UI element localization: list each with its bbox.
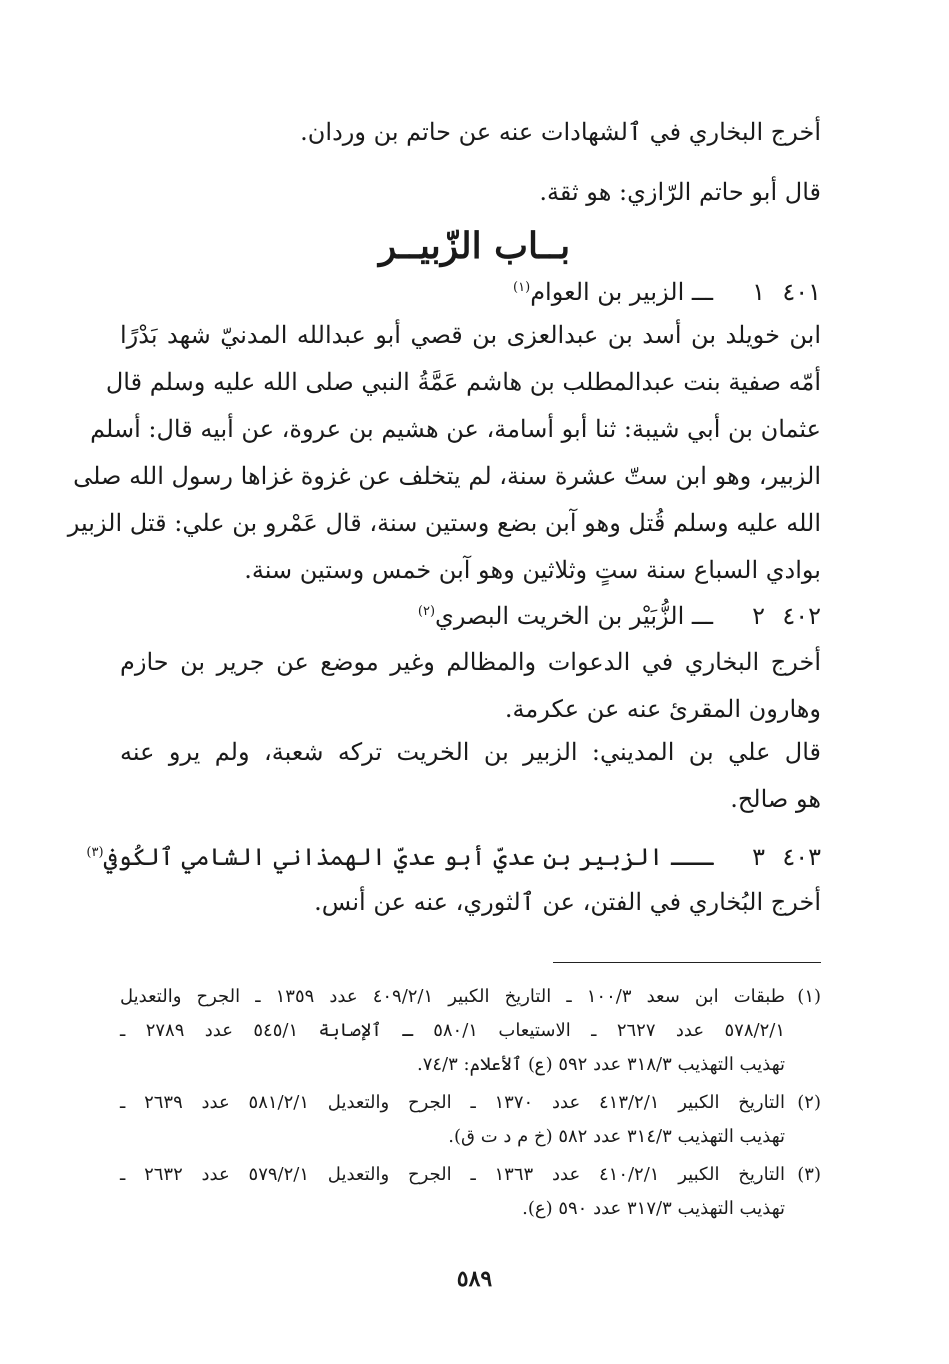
entry-header — [418, 604, 821, 628]
footnote-ref: (١) — [513, 280, 531, 295]
text-line: ابن خويلد بن أسد بن عبدالعزى بن قصي أبو عبدالله المدنيّ شهد بَدْرًا — [120, 321, 821, 349]
footnote-line: ٥٧٨/٢/١ عدد ٢٦٢٧ ـ الاستيعاب ٥٨٠/١ ـ ٱلإصابة ٥٤٥/١ عدد ٢٧٨٩ ـ — [120, 1020, 785, 1041]
page-number: ٥٨٩ — [456, 1266, 493, 1292]
text-line: بوادي السباع سنة ستٍ وثلاثين وهو آبن خمس وستين سنة. — [244, 556, 821, 584]
text-line: أخرج البخاري في ٱلشهادات عنه عن حاتم بن وردان. — [300, 118, 821, 146]
footnote-text: طبقات ابن سعد ١٠٠/٣ ـ التاريخ الكبير ٤٠٩/٢/١ عدد ١٣٥٩ ـ الجرح والتعديل — [120, 986, 786, 1007]
footnote-line: تهذيب التهذيب ٣١٧/٣ عدد ٥٩٠ (ع). — [522, 1198, 785, 1219]
footnote-text: التاريخ الكبير ٤١٣/٢/١ عدد ١٣٧٠ ـ الجرح والتعديل ٥٨١/٢/١ عدد ٢٦٣٩ ـ — [120, 1092, 785, 1113]
entry-subnumber: ٣ — [752, 843, 765, 871]
text-line: الله عليه وسلم قُتل وهو آبن بضع وستين سنة، قال عَمْرو بن علي: قتل الزبير — [67, 509, 821, 537]
entry-title: ـــ الزبير بن العوام — [530, 278, 713, 306]
footnote-ref: (٣) — [86, 845, 104, 860]
entry-header — [86, 845, 821, 869]
footnote-line — [120, 988, 821, 1006]
entry-title: ـــ الزُّبَيْر بن الخريت البصري — [435, 602, 713, 630]
entry-number: ٤٠٣ — [782, 843, 821, 871]
footnote-line: تهذيب التهذيب ٣١٨/٣ عدد ٥٩٢ (ع) ٱلأعلام: ٧٤/٣. — [416, 1054, 785, 1075]
text-line: قال أبو حاتم الرّازي: هو ثقة. — [539, 178, 821, 206]
footnote-line — [120, 1094, 821, 1112]
text-line: أمّه صفية بنت عبدالمطلب بن هاشم عَمَّةُ النبي صلى الله عليه وسلم قال — [105, 368, 821, 396]
footnote-number: (١) — [797, 986, 822, 1007]
text-line: أخرج البُخاري في الفتن، عن ٱلثوري، عنه عن أنس. — [314, 888, 821, 916]
footnote-text: التاريخ الكبير ٤١٠/٢/١ عدد ١٣٦٣ ـ الجرح والتعديل ٥٧٩/٢/١ عدد ٢٦٣٢ ـ — [120, 1164, 785, 1185]
footnote-number: (٣) — [797, 1164, 821, 1185]
text-line: قال علي بن المديني: الزبير بن الخريت تركه شعبة، ولم يرو عنه — [120, 738, 821, 766]
section-heading: بــاب الزّبيــر — [378, 225, 571, 267]
text-line: عثمان بن أبي شيبة: ثنا أبو أسامة، عن هشيم بن عروة، عن أبيه قال: أسلم — [90, 415, 821, 443]
text-line: هو صالح. — [730, 785, 821, 813]
footnote-line: تهذيب التهذيب ٣١٤/٣ عدد ٥٨٢ (خ م د ت ق). — [448, 1126, 785, 1147]
entry-subnumber: ١ — [752, 278, 765, 306]
entry-number: ٤٠١ — [782, 278, 821, 306]
entry-header — [513, 280, 821, 304]
footnote-number: (٢) — [797, 1092, 821, 1113]
entry-number: ٤٠٢ — [782, 602, 821, 630]
text-line: الزبير، وهو ابن ستّ عشرة سنة، لم يتخلف عن غزوة غزاها رسول الله صلى — [73, 462, 821, 490]
footnote-ref: (٢) — [417, 604, 436, 619]
footnote-divider — [553, 962, 821, 963]
entry-subnumber: ٢ — [752, 602, 765, 630]
footnote-line — [120, 1166, 821, 1184]
entry-title: ـــ الزبير بن عديّ أبو عديّ الهمذاني الشامي ٱلكُوفي — [103, 843, 713, 871]
text-line: وهارون المقرئ عنه عن عكرمة. — [504, 695, 821, 723]
text-line: أخرج البخاري في الدعوات والمظالم وغير موضع عن جرير بن حازم — [120, 648, 821, 676]
